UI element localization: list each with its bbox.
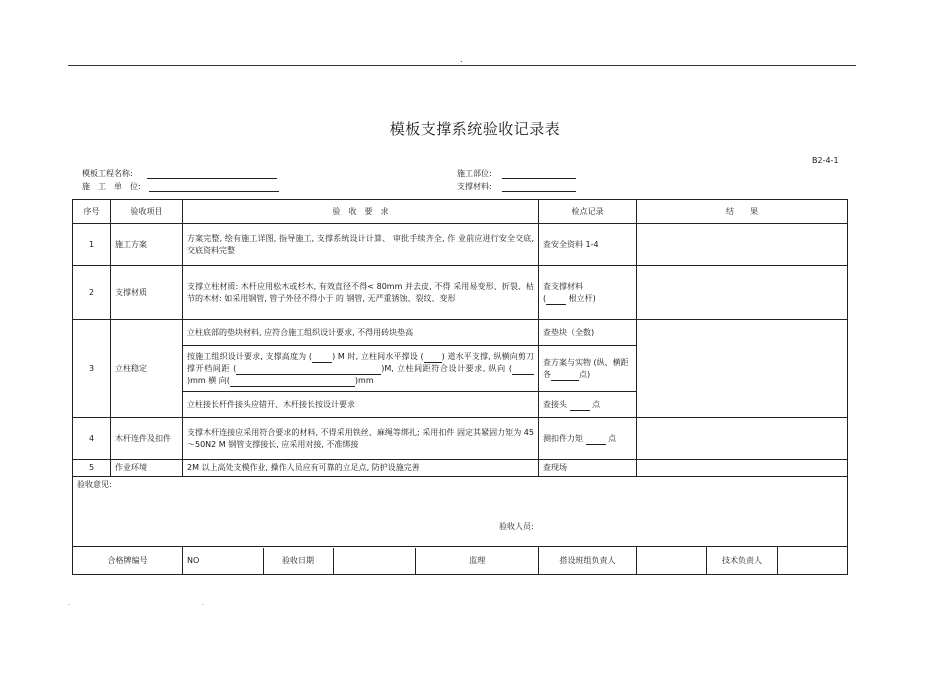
row-2-check-b: [543, 293, 632, 305]
page-footer-right-dot: .: [202, 600, 204, 607]
inspector-label: 验收人员:: [499, 522, 534, 531]
row-5-no: 5: [73, 460, 111, 477]
form-title: 模板支撑系统验收记录表: [389, 120, 561, 138]
header-item: 验收项目: [111, 200, 183, 224]
brace-count-blank[interactable]: [424, 353, 442, 363]
row-3b-check-p2: 点): [579, 369, 591, 379]
header-requirements: 验 收 要 求: [183, 200, 539, 224]
material-field: [457, 181, 576, 192]
row-1-result[interactable]: [637, 224, 848, 266]
table-row: [73, 460, 848, 477]
row-2-requirement: 支撑立柱材质: 木杆应用松木或杉木, 有效直径不得< 80mm 并去皮, 不得 采用易变形、折裂、枯节的木材: 如采用钢管, 管子外径不得小于 的 钢管, 无严重锈蚀、裂纹、变形: [183, 266, 539, 320]
location-blank[interactable]: [502, 169, 576, 179]
table-row: [73, 418, 848, 460]
row-3b-req-p6: mm: [358, 375, 374, 385]
row-3b-requirement: 按施工组织设计要求, 支撑高度为 ( ) M 时, 立柱间水平撑设 ( ) 道水平支撑, 纵横向剪刀撑开档间距 ( )M, 立柱间距符合设计要求, 纵向 ()mm 横 向( )mm: [183, 346, 539, 392]
opinion-row: [73, 477, 848, 547]
row-3-item: 立柱稳定: [111, 320, 183, 418]
row-4-item: 木杆连件及扣件: [111, 418, 183, 460]
longitudinal-spacing-blank[interactable]: [512, 365, 534, 375]
unit-field: [82, 181, 279, 192]
row-4-check: [539, 418, 637, 460]
row-3b-req-p1: 按施工组织设计要求, 支撑高度为: [187, 351, 307, 361]
row-4-result[interactable]: [637, 418, 848, 460]
page-header-dot: .: [460, 55, 463, 64]
header-rule: [68, 65, 856, 66]
row-3c-check: [539, 392, 637, 418]
row-2-count-blank[interactable]: [546, 295, 566, 305]
row-1-item: 施工方案: [111, 224, 183, 266]
row-3c-check-p2: 点: [592, 399, 601, 409]
team-leader-label: 搭设班组负责人: [539, 547, 637, 575]
opinion-cell[interactable]: [73, 477, 848, 547]
project-name-field: [82, 168, 277, 179]
unit-blank[interactable]: [149, 182, 279, 192]
brace-spacing-blank[interactable]: [236, 365, 381, 375]
row-3b-check: [539, 346, 637, 392]
header-check-record: 检点记录: [539, 200, 637, 224]
support-height-blank[interactable]: [312, 353, 332, 363]
row-4-points-blank[interactable]: [586, 435, 606, 445]
row-1-requirement: 方案完整, 绘有施工详图, 指导施工, 支撑系统设计计算、 审批手续齐全, 作 业前应进行安全交底, 交底资料完整: [183, 224, 539, 266]
opinion-label: 验收意见:: [77, 480, 112, 489]
form-code: B2-4-1: [812, 156, 839, 165]
header-no: 序号: [73, 200, 111, 224]
row-3a-check: 查垫块（全数): [539, 320, 637, 346]
team-leader-value[interactable]: [637, 547, 707, 575]
tech-leader-value[interactable]: [778, 547, 848, 575]
project-name-label: 模板工程名称:: [82, 169, 133, 178]
row-4-requirement: 支撑木杆连接应采用符合要求的材料, 不得采用铁丝、麻绳等绑扎; 采用扣件 固定其紧固力矩为 45～50N2 M 钢管支撑接长, 应采用对接, 不准绑接: [183, 418, 539, 460]
table-row: [73, 266, 848, 320]
row-5-item: 作业环境: [111, 460, 183, 477]
transverse-spacing-blank[interactable]: [230, 377, 355, 387]
row-3c-points-blank[interactable]: [570, 401, 590, 411]
row-3-result[interactable]: [637, 320, 848, 418]
row-1-no: 1: [73, 224, 111, 266]
row-2-check-a: 查支撑材料: [543, 281, 583, 291]
row-2-check-b-pre: (: [543, 293, 547, 303]
row-3b-req-p3: 道水平支撑, 纵横向剪刀撑开档间距: [187, 351, 534, 373]
inspection-table: [72, 199, 848, 575]
project-name-blank[interactable]: [147, 169, 277, 179]
date-label: 验收日期: [263, 548, 333, 574]
row-3c-check-p1: 查接头: [543, 399, 567, 409]
row-2-item: 支撑材质: [111, 266, 183, 320]
row-3b-req-p5: mm 横 向: [190, 375, 227, 385]
row-3b-points-blank[interactable]: [551, 371, 579, 381]
location-field: [457, 168, 576, 179]
row-5-check: 查现场: [539, 460, 637, 477]
row-3b-req-p4: M, 立柱间距符合设计要求, 纵向: [384, 363, 506, 373]
unit-label: 施 工 单 位:: [82, 182, 141, 191]
row-3b-req-p2: M 时, 立柱间水平撑设: [337, 351, 418, 361]
tech-leader-label: 技术负责人: [707, 547, 778, 575]
tag-no-label: 合格牌编号: [73, 547, 183, 575]
material-label: 支撑材料:: [457, 182, 492, 191]
row-2-check-b-post: 根立杆): [568, 293, 596, 303]
table-row: [73, 224, 848, 266]
row-4-no: 4: [73, 418, 111, 460]
table-header-row: [73, 200, 848, 224]
row-3c-requirement: 立柱接长杆件接头应错开、木杆接长按设计要求: [183, 392, 539, 418]
row-3-no: 3: [73, 320, 111, 418]
page-footer-left-dot: .: [68, 600, 70, 607]
location-label: 施工部位:: [457, 169, 492, 178]
row-1-check: 查安全资料 1-4: [539, 224, 637, 266]
row-5-requirement: 2M 以上高处支模作业, 操作人员应有可靠的立足点, 防护设施完善: [183, 460, 539, 477]
signature-row: [73, 547, 848, 575]
header-result: 结 果: [637, 200, 848, 224]
row-4-check-p1: 测扣件力矩: [543, 433, 583, 443]
row-3a-requirement: 立柱底部的垫块材料, 应符合施工组织设计要求, 不得用砖块垫高: [183, 320, 539, 346]
row-2-check: [539, 266, 637, 320]
tag-no-value: NO: [183, 548, 263, 574]
row-5-result[interactable]: [637, 460, 848, 477]
signature-subtable: [183, 548, 539, 574]
tag-date-supervisor-cell: [183, 547, 539, 575]
supervisor-label: 监理: [469, 555, 486, 565]
row-2-result[interactable]: [637, 266, 848, 320]
date-value[interactable]: [333, 548, 415, 574]
row-4-check-p2: 点: [608, 433, 617, 443]
table-row: [73, 320, 848, 346]
row-3b-check-p1: 查方案与实物 (纵、横距各: [543, 357, 629, 379]
row-2-no: 2: [73, 266, 111, 320]
material-blank[interactable]: [502, 182, 576, 192]
